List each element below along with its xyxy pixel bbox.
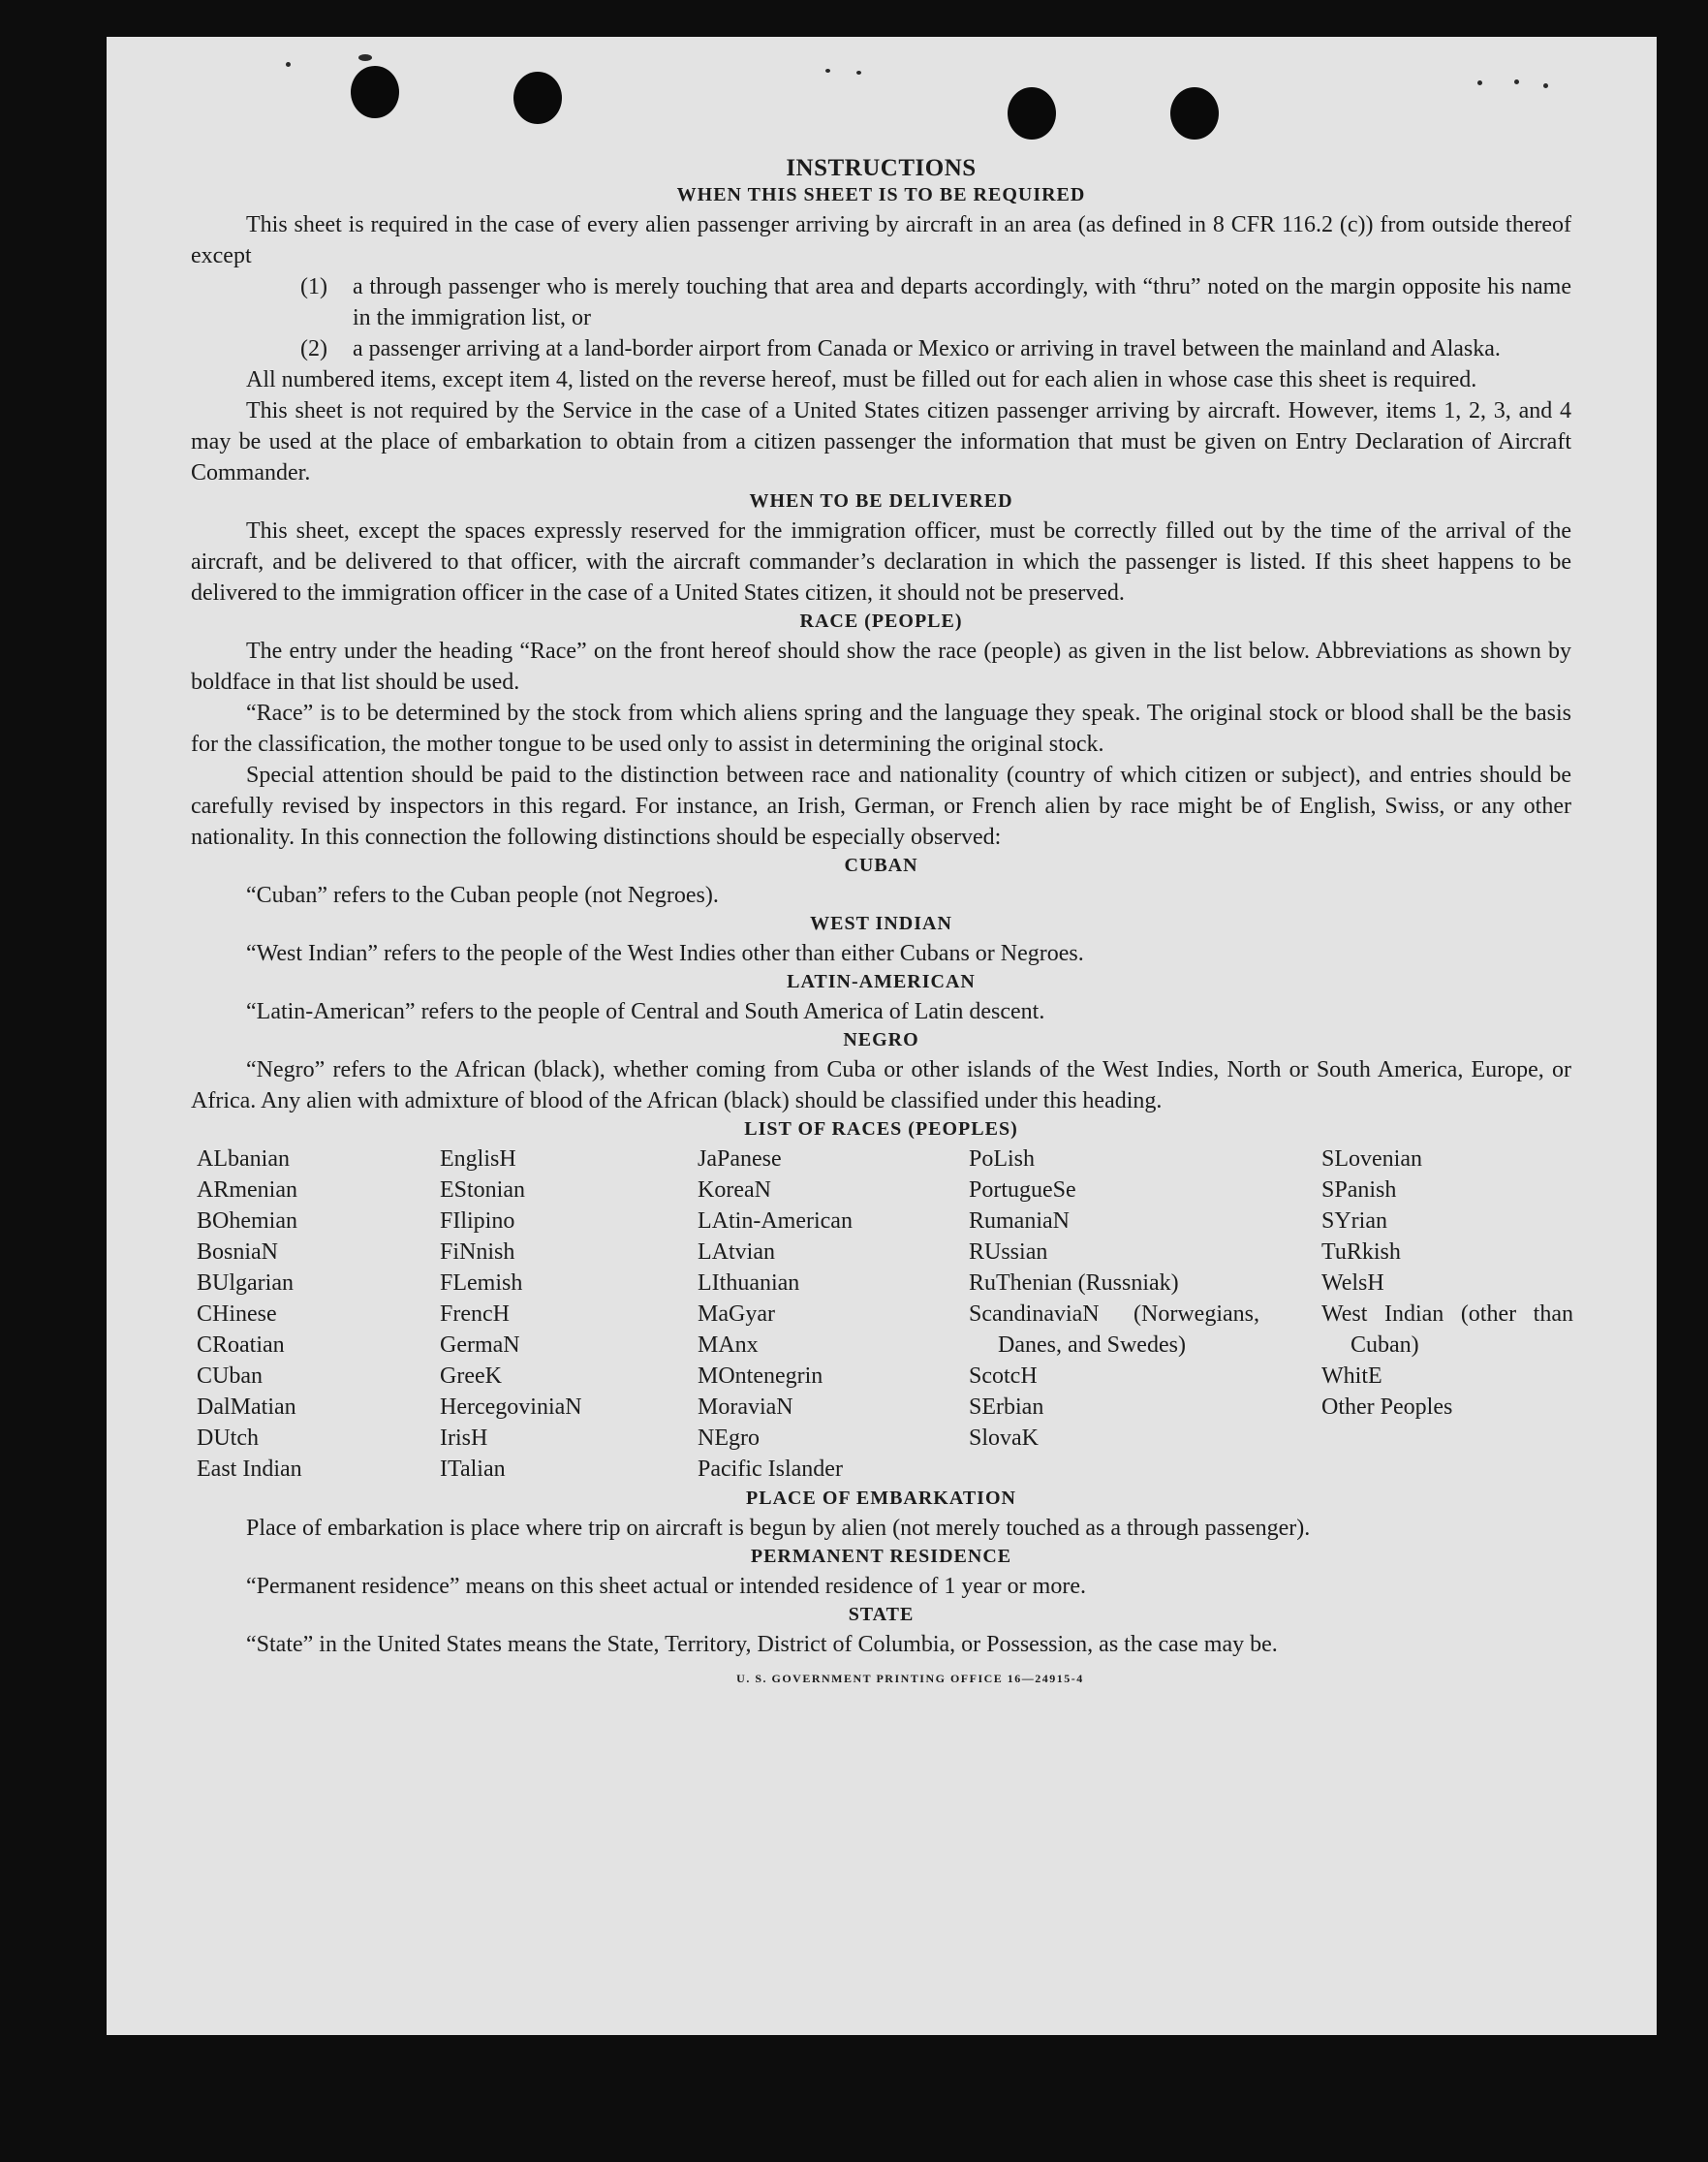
race-item: FIlipino	[440, 1208, 515, 1234]
race-column	[197, 1144, 302, 1485]
race-item: SYrian	[1321, 1208, 1387, 1234]
paragraph-delivered: This sheet, except the spaces expressly reserved for the immigration officer, must be correctly filled out by the time of the arrival of the aircraft, and be delivered to that officer, with the aircraft commander’s declaration in which the passenger is listed. If this sheet happens to be delivered to the immigration officer in the case of a United States citizen, it should not be preserved.	[191, 518, 1571, 606]
race-item: EnglisH	[440, 1146, 516, 1172]
paragraph-numbered-items: All numbered items, except item 4, listed on the reverse hereof, must be filled out for each alien in whose case this sheet is required.	[246, 367, 1477, 392]
punch-hole	[351, 66, 399, 118]
section-heading-negro: NEGRO	[843, 1029, 919, 1050]
printing-office-footer: U. S. GOVERNMENT PRINTING OFFICE 16—24915-4	[736, 1672, 1084, 1685]
exception-item: (2) a passenger arriving at a land-border airport from Canada or Mexico or arriving in travel between the mainland and Alaska.	[300, 336, 1501, 361]
scan-speck	[358, 54, 372, 61]
race-item: RUssian	[969, 1239, 1048, 1265]
race-column	[440, 1144, 582, 1485]
scan-speck	[1477, 80, 1482, 85]
race-item: KoreaN	[698, 1177, 771, 1203]
race-item: MAnx	[698, 1332, 759, 1358]
exception-item: (1) a through passenger who is merely touching that area and departs accordingly, with “thru” noted on the margin opposite his name in the immigration list, or	[300, 274, 1571, 330]
race-item: MaGyar	[698, 1301, 775, 1327]
section-heading-permanent-residence: PERMANENT RESIDENCE	[750, 1546, 1012, 1567]
instructions-body	[191, 114, 1571, 1686]
race-item: Pacific Islander	[698, 1457, 843, 1482]
race-item: CUban	[197, 1363, 263, 1389]
section-heading-delivered: WHEN TO BE DELIVERED	[749, 490, 1013, 512]
race-column	[1321, 1144, 1573, 1423]
section-heading-embarkation: PLACE OF EMBARKATION	[746, 1488, 1016, 1509]
section-heading-west-indian: WEST INDIAN	[810, 913, 952, 934]
race-item: East Indian	[197, 1457, 302, 1482]
race-column	[698, 1144, 853, 1485]
race-item: ITalian	[440, 1457, 506, 1482]
paragraph-west-indian: “West Indian” refers to the people of the West Indies other than either Cubans or Negroes.	[246, 941, 1084, 966]
paragraph-latin-american: “Latin-American” refers to the people of Central and South America of Latin descent.	[246, 999, 1045, 1024]
race-item: ARmenian	[197, 1177, 297, 1203]
paragraph-citizen: This sheet is not required by the Service in the case of a United States citizen passenger arriving by aircraft. However, items 1, 2, 3, and 4 may be used at the place of embarkation to obtain from a citizen passenger the information that must be given on Entry Declaration of Aircraft Commander.	[191, 398, 1571, 486]
race-item: West Indian (other than Cuban)	[1321, 1301, 1573, 1358]
race-item: PoLish	[969, 1146, 1036, 1172]
race-item: DalMatian	[197, 1394, 296, 1420]
race-item: DUtch	[197, 1426, 259, 1451]
race-item: MoraviaN	[698, 1394, 793, 1420]
section-heading-race-list: LIST OF RACES (PEOPLES)	[744, 1118, 1018, 1140]
race-item: CHinese	[197, 1301, 277, 1327]
section-heading-race: RACE (PEOPLE)	[799, 611, 963, 632]
race-item: GermaN	[440, 1332, 520, 1358]
race-item: RuThenian (Russniak)	[969, 1270, 1179, 1296]
race-item: TuRkish	[1321, 1239, 1401, 1265]
paragraph-required: This sheet is required in the case of every alien passenger arriving by aircraft in an area (as defined in 8 CFR 116.2 (c)) from outside thereof except	[191, 212, 1571, 268]
race-item: IrisH	[440, 1426, 488, 1451]
race-item: FiNnish	[440, 1239, 515, 1265]
paragraph-permanent-residence: “Permanent residence” means on this sheet actual or intended residence of 1 year or more.	[246, 1574, 1086, 1599]
scan-speck	[825, 69, 830, 73]
race-item: MOntenegrin	[698, 1363, 823, 1389]
race-item: CRoatian	[197, 1332, 285, 1358]
race-item: BUlgarian	[197, 1270, 294, 1296]
document-sheet	[107, 37, 1657, 2035]
scan-speck	[286, 62, 291, 67]
race-item: FrencH	[440, 1301, 510, 1327]
race-item: FLemish	[440, 1270, 523, 1296]
race-item: SlovaK	[969, 1426, 1039, 1451]
paragraph-race-1: The entry under the heading “Race” on the front hereof should show the race (people) as given in the list below. Abbreviations as shown by boldface in that list should be used.	[191, 639, 1571, 695]
paragraph-cuban: “Cuban” refers to the Cuban people (not Negroes).	[246, 883, 719, 908]
race-item: ScotcH	[969, 1363, 1038, 1389]
paragraph-state: “State” in the United States means the State, Territory, District of Columbia, or Possession, as the case may be.	[246, 1632, 1278, 1657]
race-item: EStonian	[440, 1177, 525, 1203]
race-item: ALbanian	[197, 1146, 290, 1172]
scan-speck	[856, 71, 861, 75]
page-title: INSTRUCTIONS	[786, 155, 977, 181]
paragraph-race-3: Special attention should be paid to the distinction between race and nationality (country of which citizen or subject), and entries should be carefully revised by inspectors in this regard. For instance, an Irish, German, or French alien by race might be of English, Swiss, or any other nationality. In this connection the following distinctions should be especially observed:	[191, 763, 1571, 850]
race-list	[191, 1144, 1571, 1486]
race-item: SErbian	[969, 1394, 1044, 1420]
section-heading-required: WHEN THIS SHEET IS TO BE REQUIRED	[676, 184, 1086, 205]
race-item: BOhemian	[197, 1208, 297, 1234]
race-item: WhitE	[1321, 1363, 1382, 1389]
paragraph-embarkation: Place of embarkation is place where trip on aircraft is begun by alien (not merely touched as a through passenger).	[246, 1516, 1311, 1541]
section-heading-latin-american: LATIN-AMERICAN	[787, 971, 976, 992]
race-item: SPanish	[1321, 1177, 1397, 1203]
section-heading-cuban: CUBAN	[844, 855, 918, 876]
race-item: BosniaN	[197, 1239, 278, 1265]
race-item: LAtin-American	[698, 1208, 853, 1234]
race-item: RumaniaN	[969, 1208, 1070, 1234]
race-item: LAtvian	[698, 1239, 775, 1265]
race-item: WelsH	[1321, 1270, 1384, 1296]
race-item: SLovenian	[1321, 1146, 1422, 1172]
race-item: NEgro	[698, 1426, 760, 1451]
race-item: GreeK	[440, 1363, 502, 1389]
section-heading-state: STATE	[848, 1604, 915, 1625]
scan-speck	[1543, 83, 1548, 88]
paragraph-race-2: “Race” is to be determined by the stock from which aliens spring and the language they speak. The original stock or blood shall be the basis for the classification, the mother tongue to be used only to assist in determining the original stock.	[191, 701, 1571, 757]
race-column	[969, 1144, 1259, 1454]
race-item: ScandinaviaN (Norwegians, Danes, and Swedes)	[969, 1301, 1259, 1358]
race-item: Other Peoples	[1321, 1394, 1453, 1420]
paragraph-negro: “Negro” refers to the African (black), whether coming from Cuba or other islands of the West Indies, North or South America, Europe, or Africa. Any alien with admixture of blood of the African (black) should be classified under this heading.	[191, 1057, 1571, 1113]
race-item: LIthuanian	[698, 1270, 800, 1296]
race-item: PortugueSe	[969, 1177, 1076, 1203]
race-item: JaPanese	[698, 1146, 782, 1172]
race-item: HercegoviniaN	[440, 1394, 582, 1420]
scan-speck	[1514, 79, 1519, 84]
